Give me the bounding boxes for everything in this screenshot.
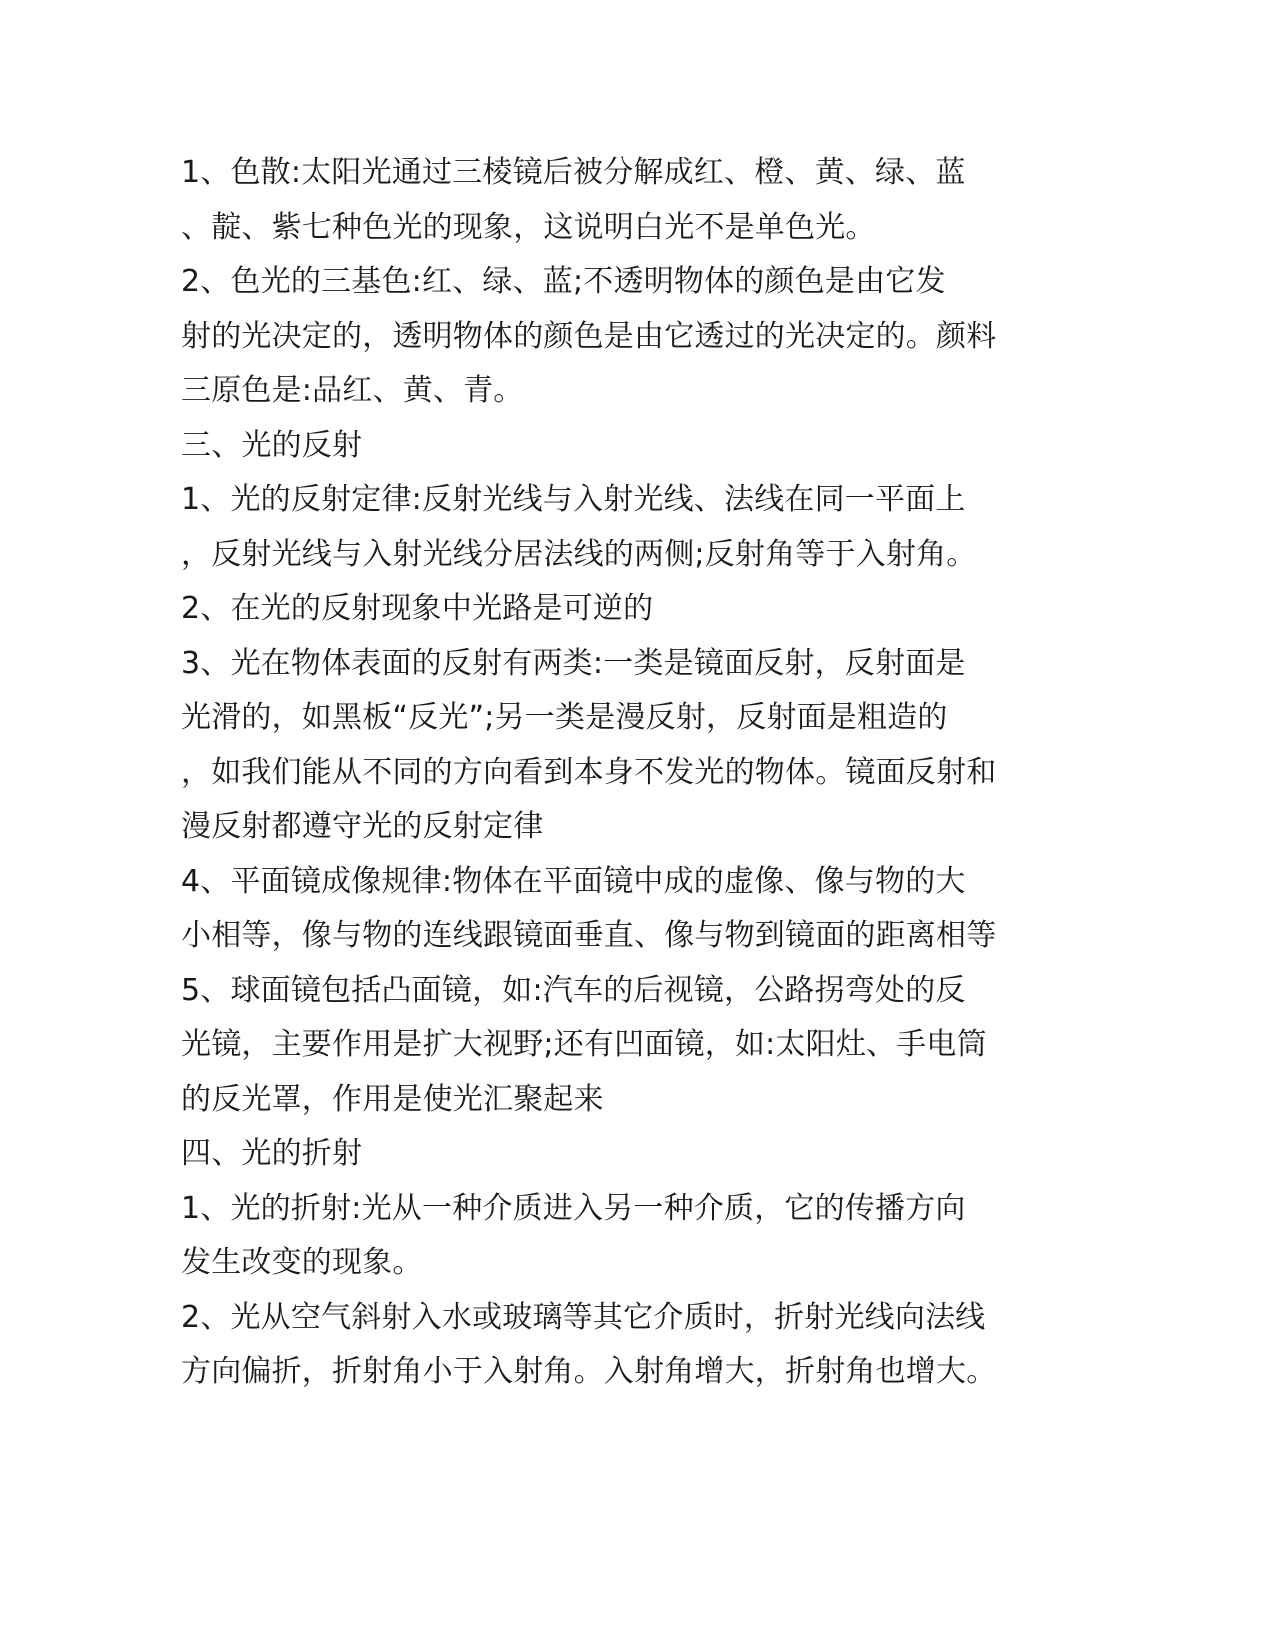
text-line: 2、光从空气斜射入水或玻璃等其它介质时，折射光线向法线 <box>181 1300 986 1335</box>
text-line: 方向偏折，折射角小于入射角。入射角增大，折射角也增大。 <box>181 1354 997 1389</box>
text-line: 4、平面镜成像规律:物体在平面镜中成的虚像、像与物的大 <box>181 864 966 899</box>
text-line: 漫反射都遵守光的反射定律 <box>181 809 544 844</box>
text-line: ，如我们能从不同的方向看到本身不发光的物体。镜面反射和 <box>181 755 997 790</box>
text-line: 发生改变的现象。 <box>181 1245 423 1280</box>
text-line: 1、色散:太阳光通过三棱镜后被分解成红、橙、黄、绿、蓝 <box>181 155 966 190</box>
text-line: 1、光的折射:光从一种介质进入另一种介质，它的传播方向 <box>181 1191 966 1226</box>
text-line: 小相等，像与物的连线跟镜面垂直、像与物到镜面的距离相等 <box>181 918 997 953</box>
text-line: 三原色是:品红、黄、青。 <box>181 373 524 408</box>
section-heading: 三、光的反射 <box>181 428 363 463</box>
text-line: 射的光决定的，透明物体的颜色是由它透过的光决定的。颜料 <box>181 319 997 354</box>
text-line: 光滑的，如黑板“反光”;另一类是漫反射，反射面是粗造的 <box>181 700 948 735</box>
text-line: 、靛、紫七种色光的现象，这说明白光不是单色光。 <box>181 210 876 245</box>
text-line: 3、光在物体表面的反射有两类:一类是镜面反射，反射面是 <box>181 646 966 681</box>
text-line: 光镜，主要作用是扩大视野;还有凹面镜，如:太阳灶、手电筒 <box>181 1027 987 1062</box>
text-line: 5、球面镜包括凸面镜，如:汽车的后视镜，公路拐弯处的反 <box>181 973 966 1008</box>
text-line: ，反射光线与入射光线分居法线的两侧;反射角等于入射角。 <box>181 537 977 572</box>
text-line: 的反光罩，作用是使光汇聚起来 <box>181 1082 604 1117</box>
text-line: 2、色光的三基色:红、绿、蓝;不透明物体的颜色是由它发 <box>181 264 946 299</box>
section-heading: 四、光的折射 <box>181 1136 363 1171</box>
text-line: 2、在光的反射现象中光路是可逆的 <box>181 591 654 626</box>
text-line: 1、光的反射定律:反射光线与入射光线、法线在同一平面上 <box>181 482 966 517</box>
